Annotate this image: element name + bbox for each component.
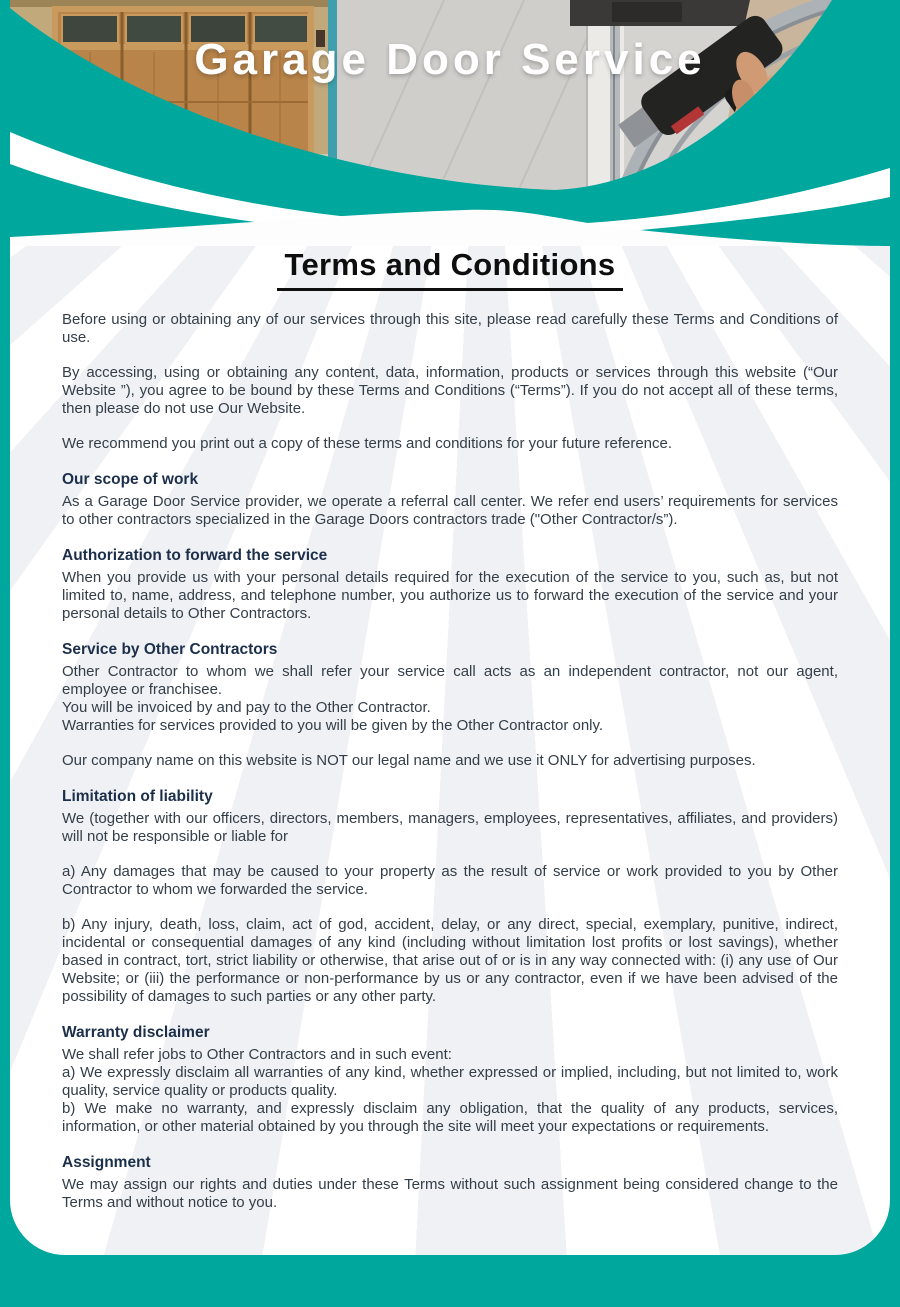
section-heading: Authorization to forward the service xyxy=(62,547,328,564)
footer-band xyxy=(0,1255,900,1307)
content-section xyxy=(62,1023,838,1136)
paragraph: We (together with our officers, directors, members, managers, employees, representatives, affiliates, and providers) will not be responsible or liable for xyxy=(62,810,838,845)
paragraph: By accessing, using or obtaining any content, data, information, products or services through this website (“Our Website ”), you agree to be bound by these Terms and Conditions (“Terms”). If you do not accept all of these terms, then please do not use Our Website. xyxy=(62,364,838,417)
paragraph: Warranties for services provided to you will be given by the Other Contractor only. xyxy=(62,717,604,734)
content-section xyxy=(62,364,838,418)
paragraph: Other Contractor to whom we shall refer your service call acts as an independent contractor, not our agent, employee or franchisee. xyxy=(62,663,838,698)
content-section xyxy=(62,787,838,1006)
content-section xyxy=(62,311,838,347)
paragraph: b) We make no warranty, and expressly disclaim any obligation, that the quality of any products, services, information, or other material obtained by you through the site will meet your expectations or requirements. xyxy=(62,1100,838,1135)
paragraph: As a Garage Door Service provider, we operate a referral call center. We refer end users’ requirements for services to other contractors specialized in the Garage Doors contractors trade ("Other Contractor/s”). xyxy=(62,493,838,528)
brand-title: Garage Door Service xyxy=(194,35,706,84)
content-card xyxy=(10,0,890,1255)
content-section xyxy=(62,1153,838,1212)
page-heading: Terms and Conditions xyxy=(277,246,624,291)
paragraph: We recommend you print out a copy of these terms and conditions for your future reference. xyxy=(62,435,673,452)
paragraph: We shall refer jobs to Other Contractors and in such event: xyxy=(62,1046,452,1063)
paragraph: Our company name on this website is NOT our legal name and we use it ONLY for advertising purposes. xyxy=(62,752,756,769)
page-heading-wrap xyxy=(10,246,890,291)
paragraph: You will be invoiced by and pay to the Other Contractor. xyxy=(62,699,431,716)
section-heading: Assignment xyxy=(62,1154,151,1171)
paragraph: Before using or obtaining any of our services through this site, please read carefully these Terms and Conditions of use. xyxy=(62,311,838,346)
content-section xyxy=(62,470,838,529)
paragraph: When you provide us with your personal details required for the execution of the service to you, such as, but not limited to, name, address, and telephone number, you authorize us to forward the execution of the service and your personal details to Other Contractors. xyxy=(62,569,838,622)
paragraph: b) Any injury, death, loss, claim, act of god, accident, delay, or any direct, special, exemplary, punitive, indirect, incidental or consequential damages of any kind (including without limitation lost profits or lost savings), whether based in contract, tort, strict liability or otherwise, that arise out of or is in any way connected with: (i) any use of Our Website; or (iii) the performance or non-performance by us or any contractor, even if we have been advised of the possibility of damages to such parties or any other party. xyxy=(62,916,838,1005)
paragraph: a) Any damages that may be caused to your property as the result of service or work provided to you by Other Contractor to whom we forwarded the service. xyxy=(62,863,838,898)
section-heading: Our scope of work xyxy=(62,471,199,488)
content-section xyxy=(62,435,838,453)
content-section xyxy=(62,546,838,623)
section-heading: Limitation of liability xyxy=(62,788,213,805)
section-heading: Service by Other Contractors xyxy=(62,641,278,658)
header-banner xyxy=(10,0,890,246)
content-section xyxy=(62,640,838,770)
section-heading: Warranty disclaimer xyxy=(62,1024,210,1041)
paragraph: We may assign our rights and duties under these Terms without such assignment being considered change to the Terms and without notice to you. xyxy=(62,1176,838,1211)
paragraph: a) We expressly disclaim all warranties of any kind, whether expressed or implied, including, but not limited to, work quality, service quality or products quality. xyxy=(62,1064,838,1099)
content-sections xyxy=(10,311,890,1212)
